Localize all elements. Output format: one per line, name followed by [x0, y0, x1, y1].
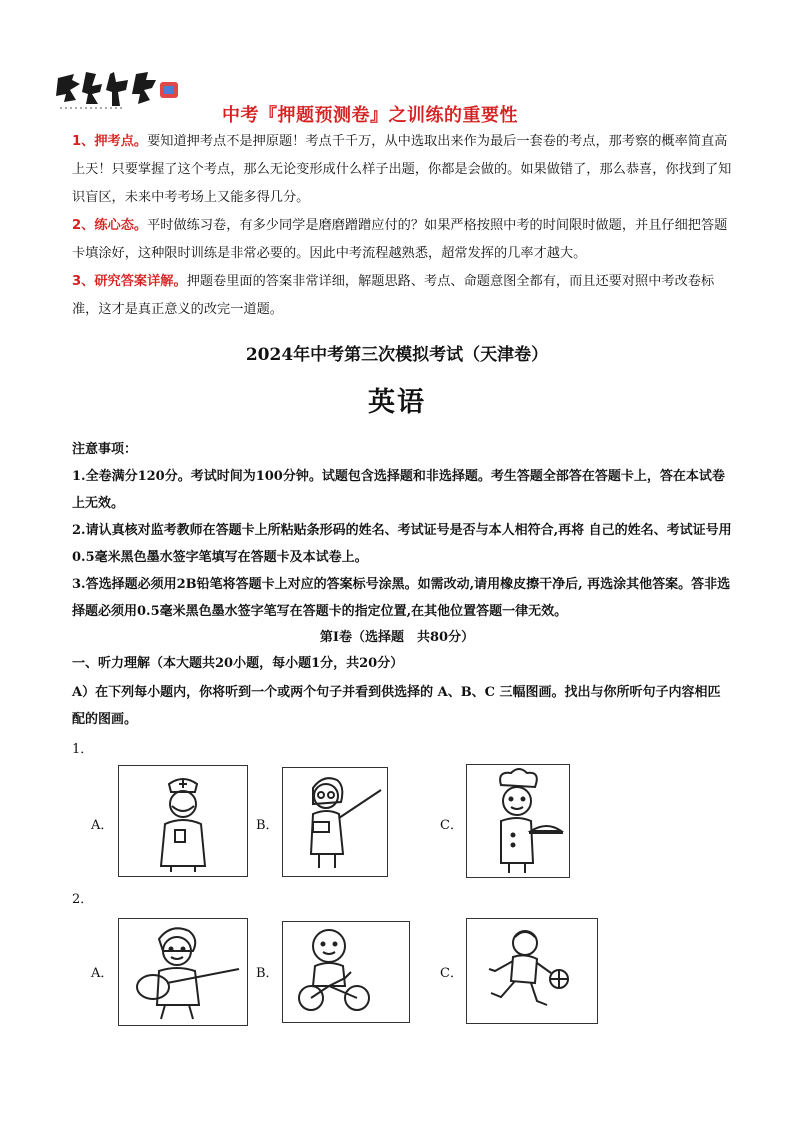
- nurse-icon: [119, 766, 247, 876]
- teacher-with-pointer-picture: [282, 767, 388, 877]
- section-instruction: A）在下列每小题内，你将听到一个或两个句子并看到供选择的 A、B、C 三幅图画。找出与你所听句子内容相匹配的图画。: [72, 685, 721, 727]
- tips-list: [72, 128, 732, 324]
- option-label: C．: [440, 818, 463, 833]
- tip-body: 平时做练习卷，有多少同学是磨磨蹭蹭应付的？如果严格按照中考的时间限时做题，并且仔细把答题卡填涂好，这种限时训练是非常必要的。因此中考流程越熟悉，超常发挥的几率才越大。: [72, 218, 728, 261]
- exam-title: 2024年中考第三次模拟考试（天津卷）: [245, 345, 549, 365]
- boy-playing-guitar-picture: [118, 918, 248, 1026]
- option-label: A．: [91, 966, 114, 981]
- basketball-boy-icon: [467, 919, 597, 1023]
- boy-playing-basketball-picture: [466, 918, 598, 1024]
- note-item: 3.答选择题必须用2B铅笔将答题卡上对应的答案标号涂黑。如需改动,请用橡皮擦干净后, 再选涂其他答案。答非选择题必须用0.5毫米黑色墨水签字笔写在答题卡的指定位置,在其他位置答题一律无效。: [72, 577, 731, 619]
- subject-title: 英语: [368, 387, 426, 418]
- tip-item: [72, 128, 732, 212]
- note-item: 1.全卷满分120分。考试时间为100分钟。试题包含选择题和非选择题。考生答题全部答在答题卡上，答在本试卷上无效。: [72, 469, 725, 511]
- tip-item: [72, 212, 732, 268]
- note-item: 2.请认真核对监考教师在答题卡上所粘贴条形码的姓名、考试证号是否与本人相符合,再将 自己的姓名、考试证号用0.5毫米黑色墨水签字笔填写在答题卡及本试卷上。: [72, 523, 732, 565]
- logo: [52, 64, 194, 112]
- tip-body: 要知道押考点不是押原题！考点千千万，从中选取出来作为最后一套卷的考点，那考察的概率简直高上天！只要掌握了这个考点，那么无论变形成什么样子出题，你都是会做的。如果做错了，那么恭喜，你找到了知识盲区，未来中考考场上又能多得几分。: [72, 134, 732, 205]
- child-riding-bike-picture: [282, 921, 410, 1023]
- option-label: B．: [256, 966, 279, 981]
- teacher-icon: [283, 768, 387, 876]
- tip-body: 押题卷里面的答案非常详细，解题思路、考点、命题意图全都有，而且还要对照中考改卷标准，这才是真正意义的改完一道题。: [72, 274, 715, 317]
- option-label: A．: [91, 818, 114, 833]
- chef-with-dish-picture: [466, 764, 570, 878]
- logo-brush-lettering: [52, 64, 194, 112]
- notes-section: [72, 436, 732, 625]
- tip-heading: 3、研究答案详解。: [72, 274, 187, 289]
- tip-item: [72, 268, 732, 324]
- banner-title: 中考『押题预测卷』之训练的重要性: [222, 105, 518, 126]
- nurse-with-mask-picture: [118, 765, 248, 877]
- question-number: 2．: [72, 892, 94, 907]
- tip-heading: 1、押考点。: [72, 134, 148, 149]
- guitar-boy-icon: [119, 919, 247, 1025]
- bike-child-icon: [283, 922, 409, 1022]
- tip-heading: 2、练心态。: [72, 218, 148, 233]
- chef-icon: [467, 765, 569, 877]
- option-label: B．: [256, 818, 279, 833]
- section-title: 一、听力理解（本大题共20小题，每小题1分，共20分）: [72, 656, 404, 671]
- part-title: 第I卷（选择题 共80分）: [319, 630, 475, 645]
- question-number: 1．: [72, 742, 94, 757]
- notes-heading: 注意事项：: [72, 442, 138, 457]
- option-label: C．: [440, 966, 463, 981]
